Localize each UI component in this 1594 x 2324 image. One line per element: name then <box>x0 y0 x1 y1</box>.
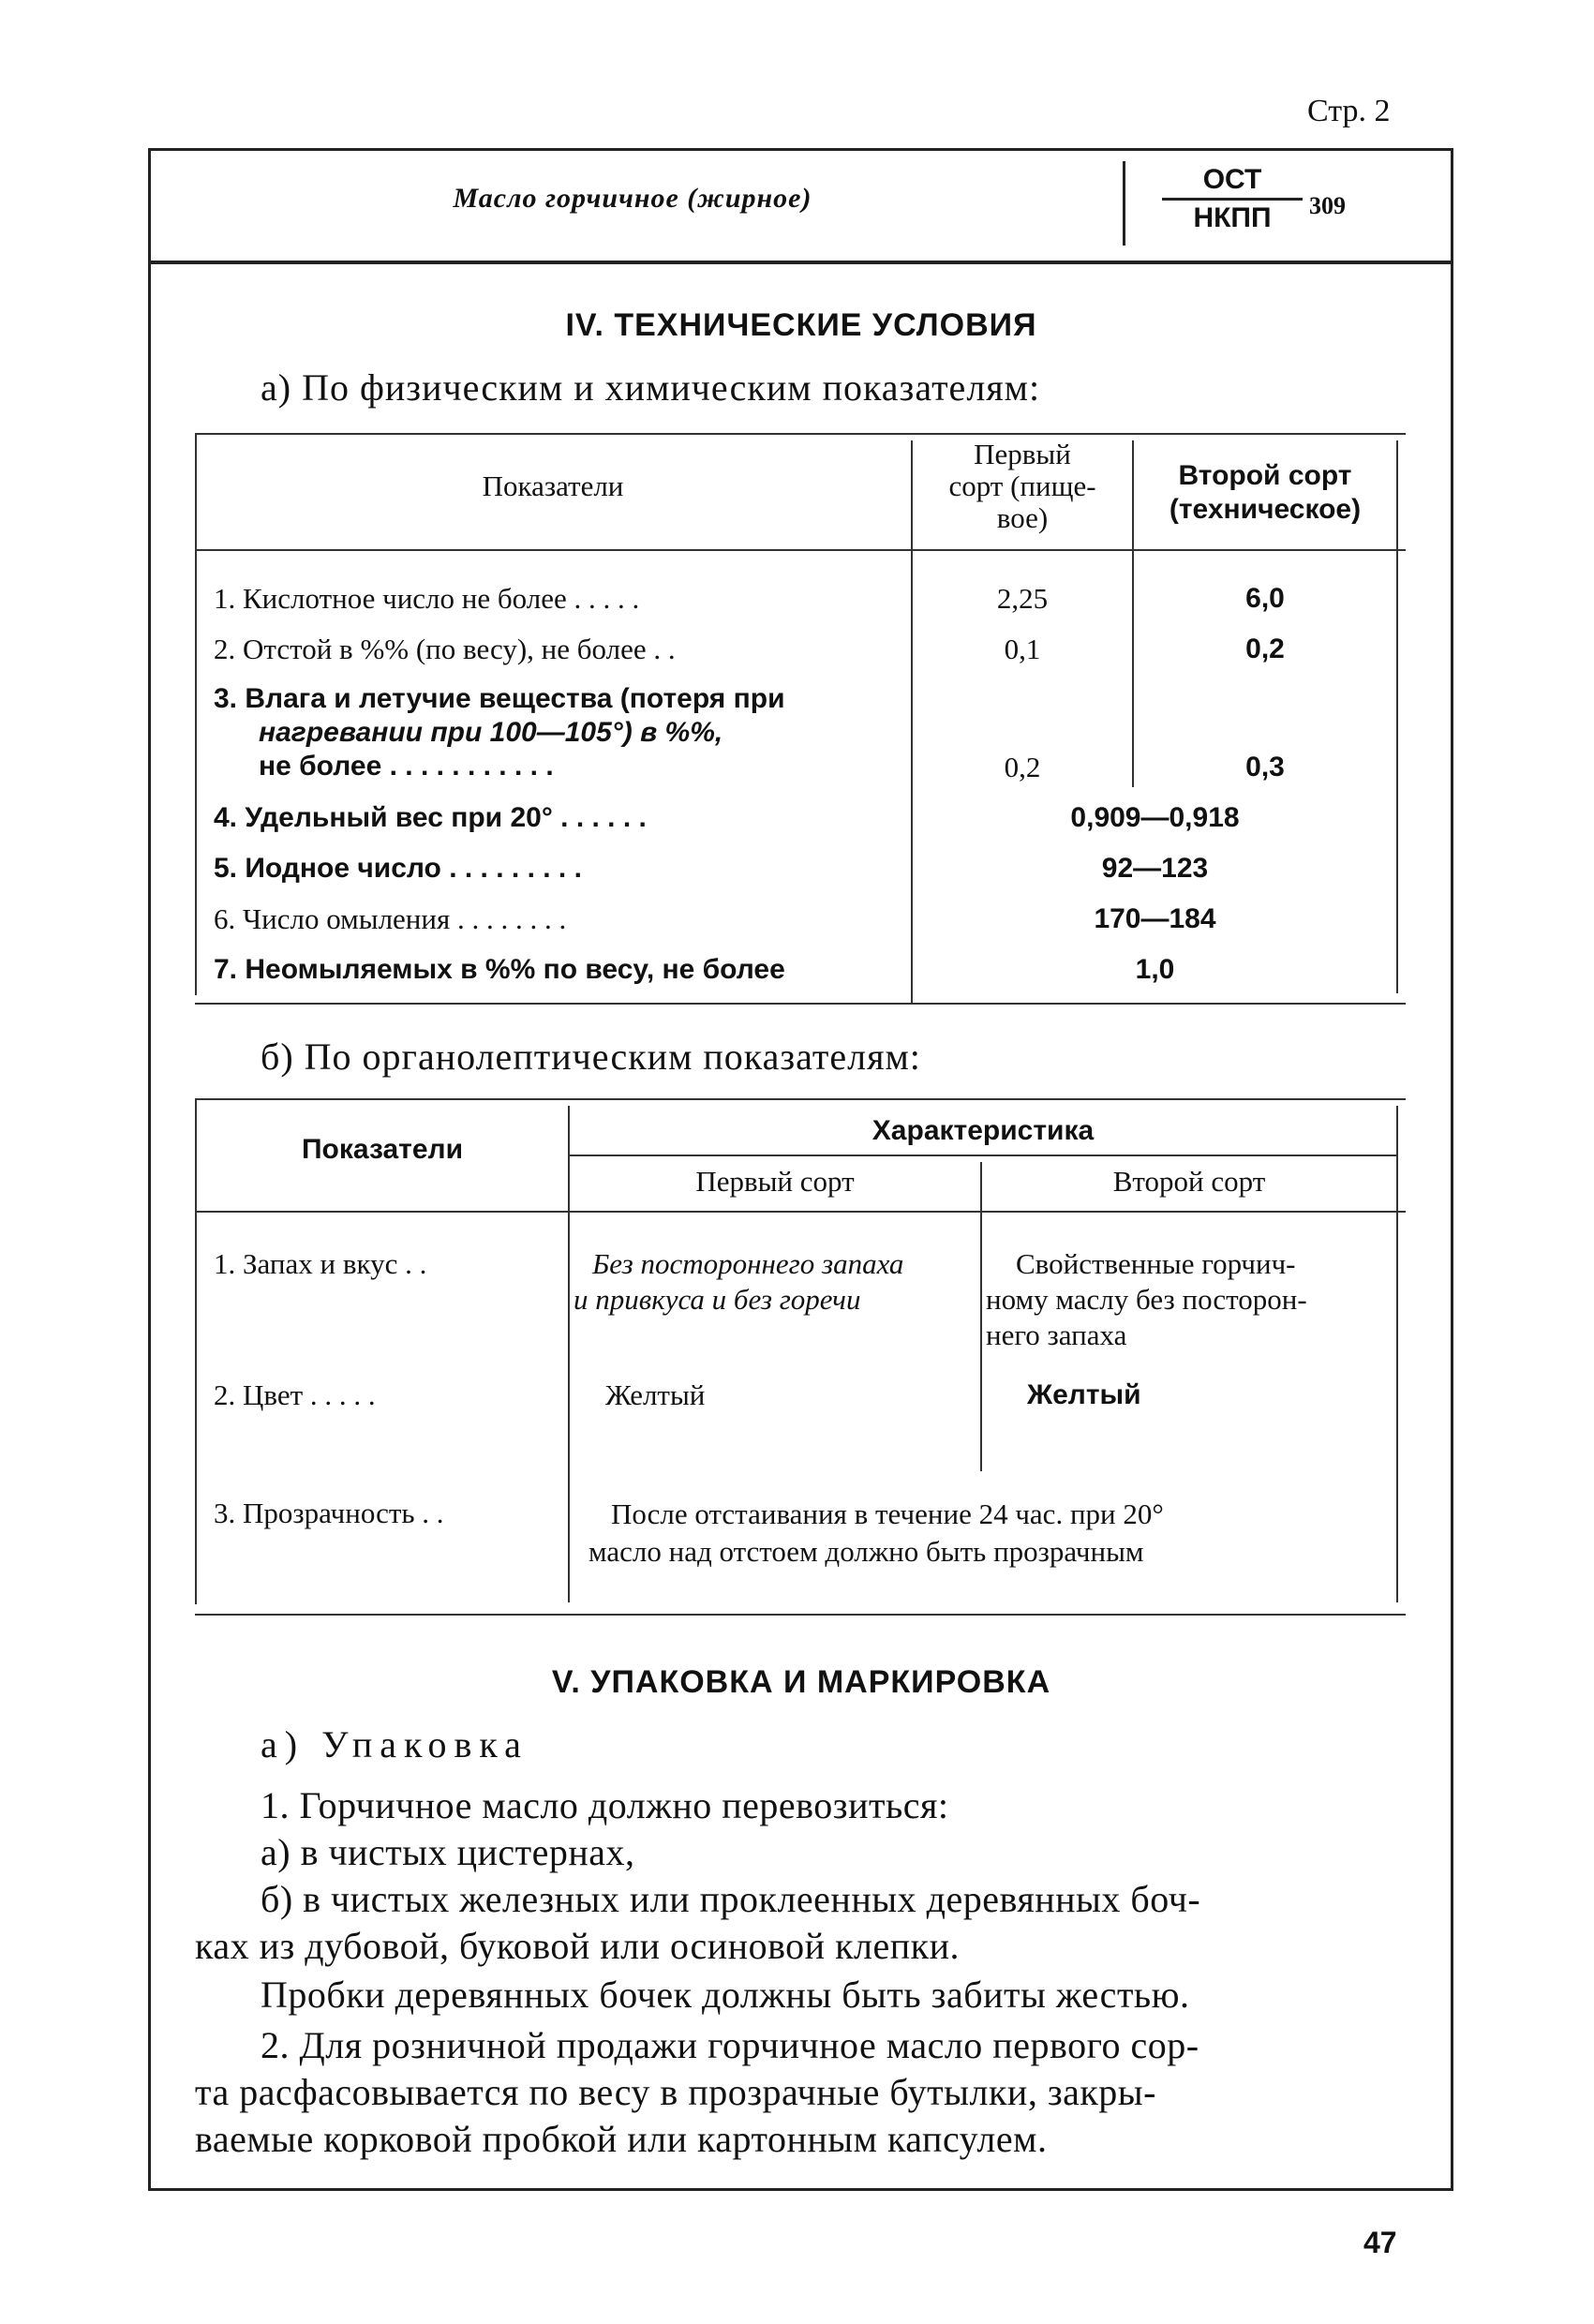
header-rule-bottom <box>148 261 1453 264</box>
table1-header-indicator: Показатели <box>482 469 624 502</box>
table1-header-second-line: (техническое) <box>1169 494 1362 525</box>
table2-header-group: Характеристика <box>871 1115 1095 1146</box>
table2-row-second <box>986 1246 1394 1353</box>
header-separator <box>1123 161 1125 246</box>
table2-row-value-line: масло над отстоем должно быть прозрачным <box>588 1535 1144 1568</box>
section-4-title: IV. ТЕХНИЧЕСКИЕ УСЛОВИЯ <box>565 307 1037 343</box>
table1-row-label: 2. Отстой в %% (по весу), не более . . <box>214 633 676 665</box>
table1-row-label <box>214 682 907 783</box>
table1-row-label-line: не более . . . . . . . . . . . <box>259 751 554 782</box>
table1-header-second-line: Второй сорт <box>1178 460 1352 491</box>
table2-row-second-line: него запаха <box>986 1318 1127 1351</box>
table2-row-value <box>574 1496 1394 1571</box>
table1-row-second: 6,0 <box>1245 583 1285 614</box>
table2-header-indicator: Показатели <box>301 1134 464 1165</box>
table2-row-label: 3. Прозрачность . . <box>214 1497 444 1529</box>
table1-row-value: 1,0 <box>1135 954 1175 985</box>
table1-row-label-line: нагревании при 100—105°) в %%, <box>259 717 723 748</box>
table1-rule-top <box>195 433 1406 435</box>
standard-number: 309 <box>1309 192 1346 219</box>
table1-row-value: 0,909—0,918 <box>1070 802 1240 833</box>
table2-row-first: Желтый <box>605 1378 706 1411</box>
section-4-sub-a: а) По физическим и химическим показателям: <box>261 366 1041 409</box>
header-rule-top <box>148 148 1453 151</box>
paragraph-line: 2. Для розничной продажи горчичное масло первого сор- <box>261 2024 1199 2066</box>
table1-border-left <box>195 433 197 995</box>
table1-row-label: 4. Удельный вес при 20° . . . . . . <box>214 802 647 833</box>
table1-row-first: 0,2 <box>1004 751 1041 783</box>
table2-row-first-line: и привкуса и без горечи <box>574 1283 861 1316</box>
table1-row-second: 0,3 <box>1245 752 1285 782</box>
table1-row-label: 1. Кислотное число не более . . . . . <box>214 582 640 615</box>
table2-row-second: Желтый <box>1027 1379 1141 1410</box>
table1-header-first-line: сорт (пище- <box>948 469 1096 502</box>
paragraph-line: ках из дубовой, буковой или осиновой клепки. <box>195 1925 960 1967</box>
table2-row-label: 2. Цвет . . . . . <box>214 1378 376 1411</box>
table2-row-label: 1. Запах и вкус . . <box>214 1247 427 1280</box>
table1-header-second <box>1134 459 1396 527</box>
table1-row-value: 170—184 <box>1094 903 1216 934</box>
table2-header-second: Второй сорт <box>1112 1165 1266 1198</box>
page-frame-right <box>1451 148 1453 2191</box>
standard-code-top: ОСТ <box>1162 164 1303 201</box>
table2-row-value-line: После отстаивания в течение 24 час. при 20° <box>611 1497 1164 1530</box>
table1-header-first <box>914 439 1131 534</box>
footer-page-number: 47 <box>1363 2226 1397 2259</box>
table2-row-first <box>574 1246 976 1318</box>
section-5-title: V. УПАКОВКА И МАРКИРОВКА <box>551 1664 1051 1700</box>
table2-border-right <box>1396 1106 1398 1602</box>
document-title: Масло горчичное (жирное) <box>453 183 812 214</box>
paragraph-line: та расфасовывается по весу в прозрачные бутылки, закры- <box>195 2071 1156 2113</box>
table1-row-label-line: 3. Влага и летучие вещества (потеря при <box>214 683 785 714</box>
paragraph-line: 1. Горчичное масло должно перевозиться: <box>261 1784 949 1826</box>
table1-border-right <box>1396 440 1398 993</box>
table1-row-label: 7. Неомыляемых в %% по весу, не более <box>214 954 785 985</box>
page-label: Стр. 2 <box>1307 94 1391 128</box>
table1-row-label: 6. Число омыления . . . . . . . . <box>214 902 567 935</box>
table1-row-second: 0,2 <box>1245 633 1285 664</box>
paragraph-line: б) в чистых железных или проклеенных деревянных боч- <box>261 1878 1201 1920</box>
table1-rule-bottom <box>195 1003 1406 1005</box>
table1-row-label: 5. Иодное число . . . . . . . . . <box>214 853 582 884</box>
table2-row-first-line: Без постороннего запаха <box>592 1247 904 1280</box>
table2-rule-bottom <box>195 1614 1406 1616</box>
table1-row-value: 92—123 <box>1101 853 1209 884</box>
paragraph-line: ваемые корковой пробкой или картонным капсулем. <box>195 2118 1048 2160</box>
section-4-sub-b: б) По органолептическим показателям: <box>261 1035 921 1078</box>
table1-row-first: 0,1 <box>1004 633 1041 665</box>
standard-code-bottom: НКПП <box>1193 202 1272 233</box>
table2-rule-top <box>195 1098 1406 1100</box>
table2-border-left <box>195 1098 197 1604</box>
table1-col-divider-1 <box>911 440 913 1003</box>
table2-row-second-line: ному маслу без посторон- <box>986 1283 1307 1316</box>
table2-header-first: Первый сорт <box>695 1165 855 1198</box>
table1-header-rule <box>195 549 1406 551</box>
section-5-sub-a: а) Упаковка <box>261 1723 529 1765</box>
page-frame-left <box>148 148 151 2191</box>
table2-col-divider-2 <box>980 1162 982 1471</box>
table1-row-first: 2,25 <box>996 582 1049 615</box>
paragraph-line: а) в чистых цистернах, <box>261 1831 635 1873</box>
table1-header-first-line: Первый <box>974 438 1071 470</box>
page-rule-bottom <box>148 2188 1453 2191</box>
paragraph-line: Пробки деревянных бочек должны быть забиты жестью. <box>261 1974 1190 2016</box>
table2-row-second-line: Свойственные горчич- <box>1016 1247 1296 1280</box>
table2-group-rule <box>570 1155 1396 1156</box>
table1-header-first-line: вое) <box>996 501 1049 534</box>
standard-code <box>1162 164 1303 234</box>
table2-header-rule <box>195 1211 1406 1213</box>
